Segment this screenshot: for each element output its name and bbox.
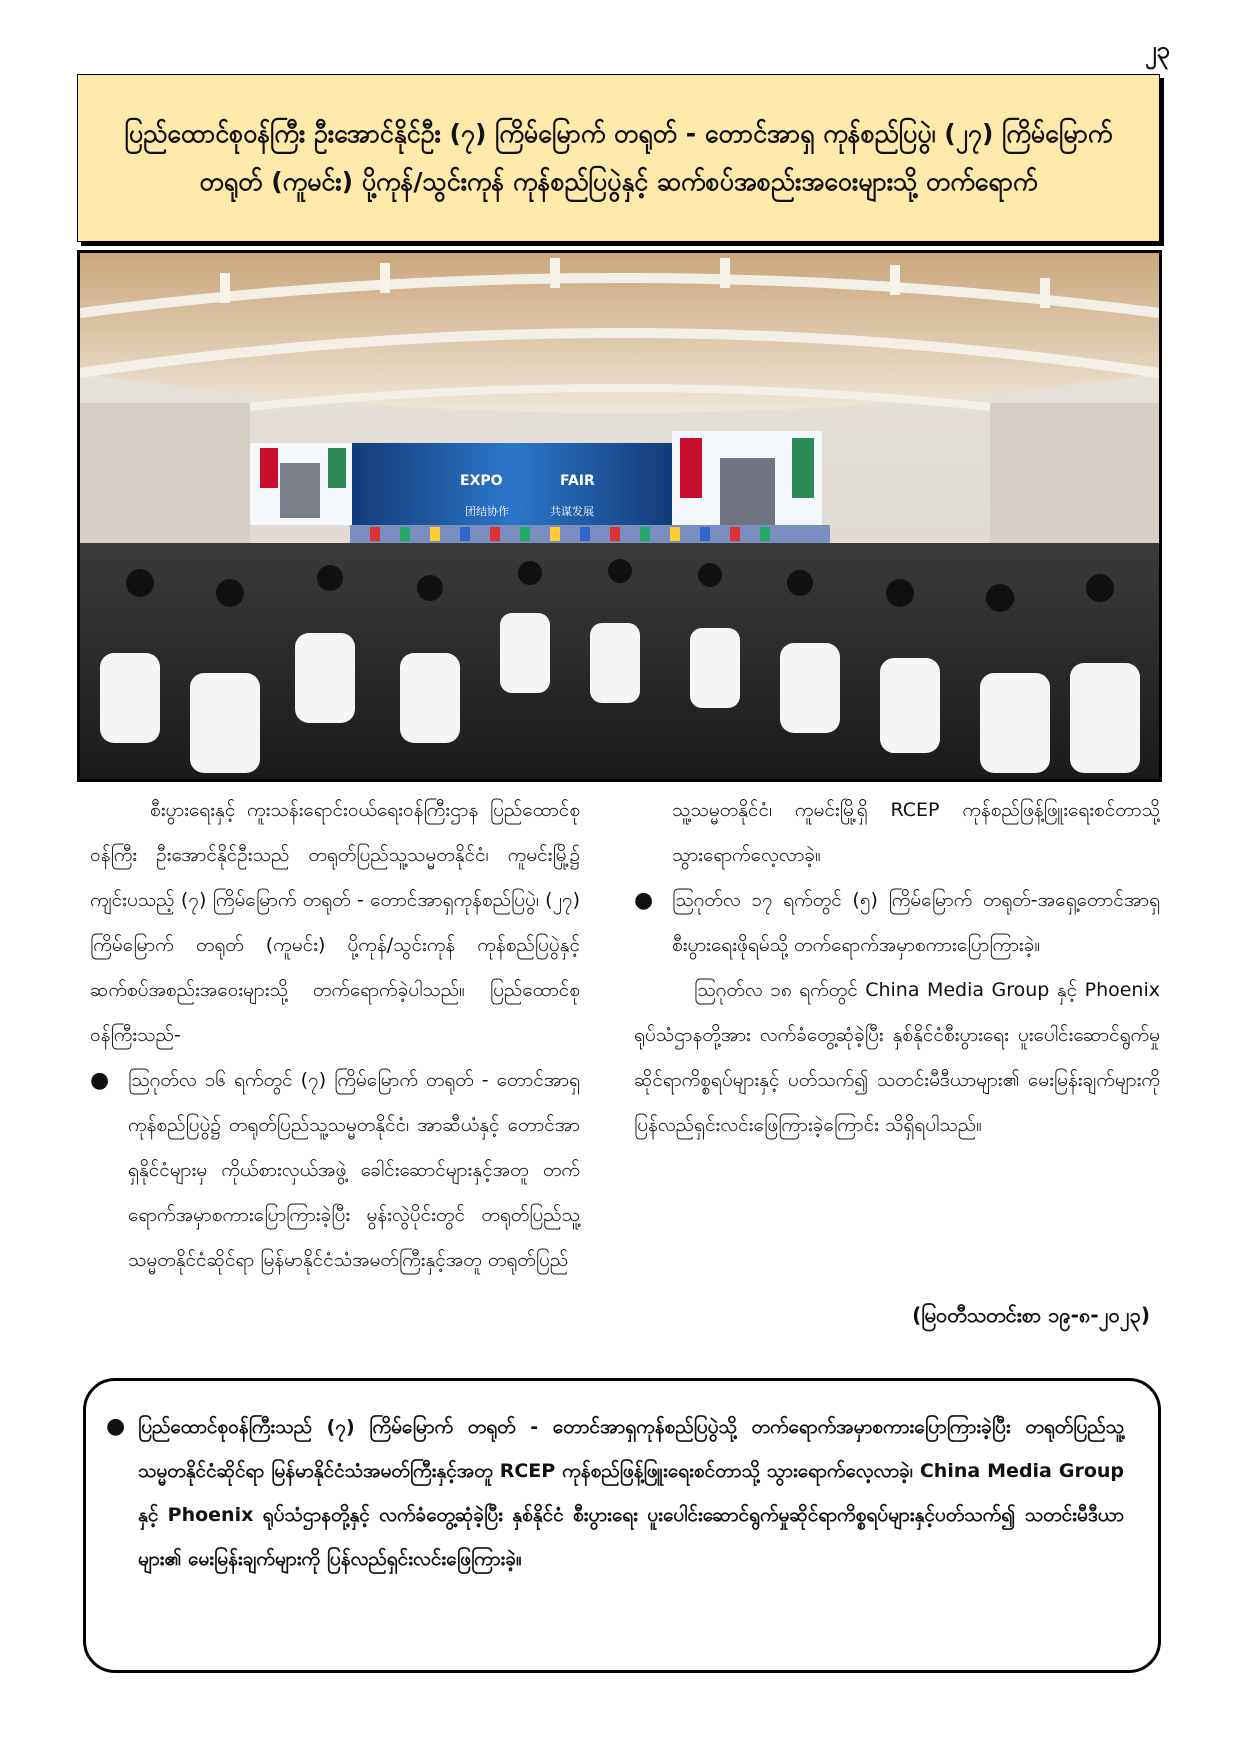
summary-box (83, 1378, 1161, 1673)
screen-slogan-1: 团结协作 (465, 505, 509, 518)
event-photo (77, 250, 1162, 782)
intro-paragraph: စီးပွားရေးနှင့် ကူးသန်းရောင်းဝယ်ရေးဝန်ကြီးဌာန ပြည်ထောင်စုဝန်ကြီး ဦးအောင်နိုင်ဦးသည် တရုတ်ပြည်သူ့သမ္မတနိုင်ငံ၊ ကူမင်းမြို့၌ ကျင်းပသည့် (၇) ကြိမ်မြောက် တရုတ် - တောင်အာရှကုန်စည်ပြပွဲ၊ (၂၇) ကြိမ်မြောက် တရုတ် (ကူမင်း) ပို့ကုန်/သွင်းကုန် ကုန်စည်ပြပွဲနှင့် ဆက်စပ်အစည်းအဝေးများသို့ တက်ရောက်ခဲ့ပါသည်။ ပြည်ထောင်စုဝန်ကြီးသည်- (90, 799, 580, 1046)
summary-item (106, 1405, 1124, 1581)
headline: ပြည်ထောင်စုဝန်ကြီး ဦးအောင်နိုင်ဦး (၇) ကြိမ်မြောက် တရုတ် - တောင်အာရှ ကုန်စည်ပြပွဲ၊ (၂၇) ကြိမ်မြောက် တရုတ် (ကူမင်း) ပို့ကုန်/သွင်းကုန် ကုန်စည်ပြပွဲနှင့် ဆက်စပ်အစည်းအဝေးများသို့ တက်ရောက် (124, 119, 1113, 196)
flag-row (350, 525, 830, 543)
bullet-aug17-text: ဩဂုတ်လ ၁၇ ရက်တွင် (၅) ကြိမ်မြောက် တရုတ်-အရှေ့တောင်အာရှ စီးပွားရေးဖိုရမ်သို့ တက်ရောက်အမှာစကားပြောကြားခဲ့။ (672, 889, 1160, 956)
main-stage-screen (352, 443, 672, 525)
aug18-paragraph: ဩဂုတ်လ ၁၈ ရက်တွင် China Media Group နှင့် Phoenix ရုပ်သံဌာနတို့အား လက်ခံတွေ့ဆုံခဲ့ပြီး နှစ်နိုင်ငံစီးပွားရေး ပူးပေါင်းဆောင်ရွက်မှုဆိုင်ရာကိစ္စရပ်များနှင့် ပတ်သက်၍ သတင်းမီဒီယာများ၏ မေးမြန်းချက်များကို ပြန်လည်ရှင်းလင်းဖြေကြားခဲ့ကြောင်း သိရှိရပါသည်။ (634, 979, 1160, 1136)
screen-center-text: FAIR (560, 473, 595, 489)
headline-box (77, 74, 1160, 242)
page-number: ၂၃ (1144, 36, 1170, 64)
left-column (90, 788, 580, 1283)
bullet-icon: ● (90, 1068, 110, 1093)
bullet-icon: ● (106, 1414, 126, 1439)
bullet-item-aug17 (634, 878, 1160, 968)
right-column (634, 788, 1160, 1148)
screen-left-text: EXPO (460, 473, 503, 489)
summary-text: ပြည်ထောင်စုဝန်ကြီးသည် (၇) ကြိမ်မြောက် တရုတ် - တောင်အာရှကုန်စည်ပြပွဲသို့ တက်ရောက်အမှာစကားပြောကြားခဲ့ပြီး တရုတ်ပြည်သူ့သမ္မတနိုင်ငံဆိုင်ရာ မြန်မာနိုင်ငံသံအမတ်ကြီးနှင့်အတူ RCEP ကုန်စည်ဖြန့်ဖြူးရေးစင်တာသို့ သွားရောက်လေ့လာခဲ့၊ China Media Group နှင့် Phoenix ရုပ်သံဌာနတို့နှင့် လက်ခံတွေ့ဆုံခဲ့ပြီး နှစ်နိုင်ငံ စီးပွားရေး ပူးပေါင်းဆောင်ရွက်မှုဆိုင်ရာကိစ္စရပ်များနှင့်ပတ်သက်၍ သတင်းမီဒီယာများ၏ မေးမြန်းချက်များကို ပြန်လည်ရှင်းလင်းဖြေကြားခဲ့။ (138, 1416, 1124, 1570)
source-citation: (မြဝတီသတင်းစာ ၁၉-၈-၂၀၂၃) (912, 1303, 1150, 1327)
bullet-aug16-text: ဩဂုတ်လ ၁၆ ရက်တွင် (၇) ကြိမ်မြောက် တရုတ် - တောင်အာရှ ကုန်စည်ပြပွဲ၌ တရုတ်ပြည်သူ့သမ္မတနိုင်ငံ၊ အာဆီယံနှင့် တောင်အာရှနိုင်ငံများမှ ကိုယ်စားလှယ်အဖွဲ့ ခေါင်းဆောင်များနှင့်အတူ တက်ရောက်အမှာစကားပြောကြားခဲ့ပြီး မွန်းလွဲပိုင်းတွင် တရုတ်ပြည်သူ့သမ္မတနိုင်ငံဆိုင်ရာ မြန်မာနိုင်ငံသံအမတ်ကြီးနှင့်အတူ တရုတ်ပြည် (128, 1069, 580, 1271)
bullet-item-aug16 (90, 1058, 580, 1283)
bullet-icon: ● (634, 888, 654, 913)
bullet-aug16-continuation: သူ့သမ္မတနိုင်ငံ၊ ကူမင်းမြို့ရှိ RCEP ကုန်စည်ဖြန့်ဖြူးရေးစင်တာသို့ သွားရောက်လေ့လာခဲ့။ (672, 799, 1160, 866)
conference-hall-illustration (80, 253, 1159, 779)
screen-slogan-2: 共谋发展 (550, 505, 594, 518)
